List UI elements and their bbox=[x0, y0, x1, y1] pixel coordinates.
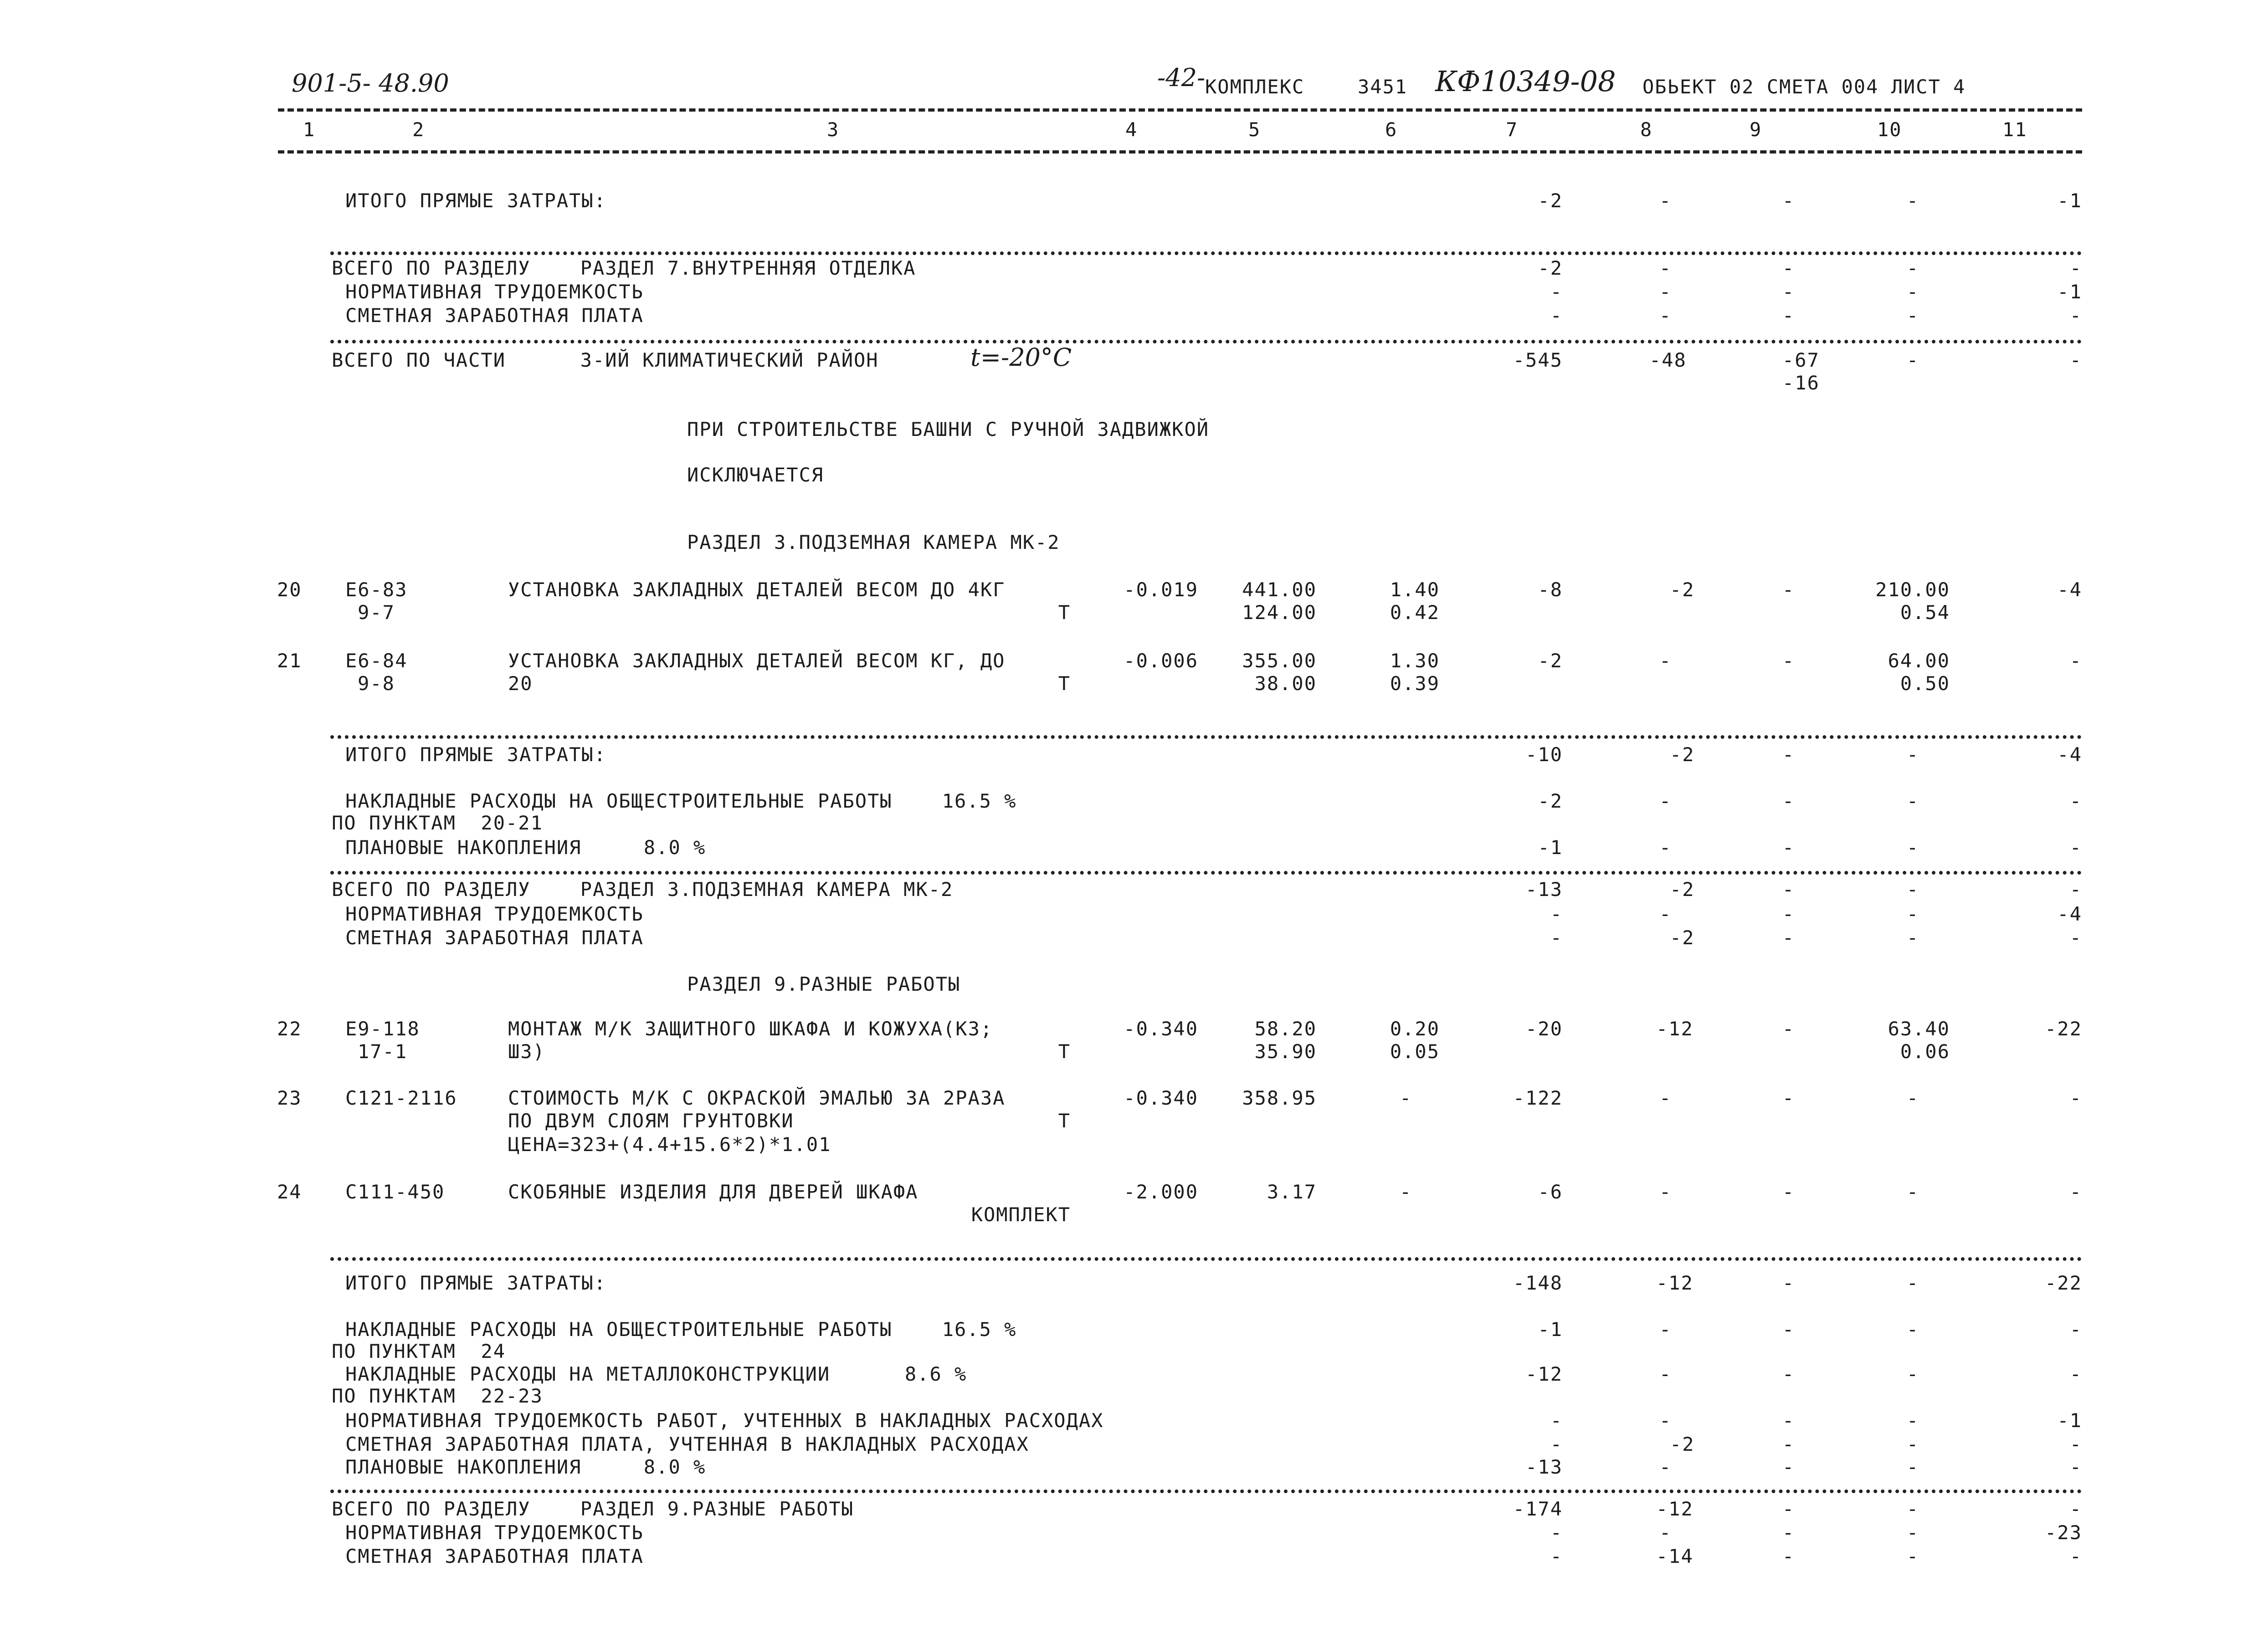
item-description: УСТАНОВКА ЗАКЛАДНЫХ ДЕТАЛЕЙ ВЕСОМ ДО 4КГ bbox=[508, 578, 1006, 601]
cell-c10-sub: 0.50 bbox=[1900, 672, 1950, 695]
cell-c8: -2 bbox=[1670, 578, 1695, 601]
cell-c11: - bbox=[2069, 1363, 2082, 1385]
cell-c7: -1 bbox=[1538, 1318, 1563, 1341]
cell-c7: -20 bbox=[1525, 1018, 1563, 1040]
cell-c8: - bbox=[1659, 836, 1672, 859]
col-10: 10 bbox=[1877, 118, 1902, 141]
col-1: 1 bbox=[303, 118, 316, 141]
dotted-separator bbox=[330, 340, 2082, 343]
cell-c11: - bbox=[2069, 926, 2082, 949]
item-unit: КОМПЛЕКТ bbox=[971, 1203, 1071, 1226]
cell-c10: - bbox=[1907, 1087, 1919, 1109]
cell-c7: -10 bbox=[1525, 743, 1563, 766]
cell-c9: - bbox=[1782, 836, 1795, 859]
item-c6: 1.40 bbox=[1390, 578, 1440, 601]
item-price: 358.95 bbox=[1242, 1087, 1317, 1109]
complex-label: КОМПЛЕКС bbox=[1205, 76, 1305, 98]
overhead-label: НАКЛАДНЫЕ РАСХОДЫ НА ОБЩЕСТРОИТЕЛЬНЫЕ РАБОТЫ 16.5 % bbox=[345, 1318, 1017, 1341]
cell-c11: -22 bbox=[2045, 1272, 2082, 1294]
item-price-wage: 124.00 bbox=[1242, 601, 1317, 624]
cell-c11: -1 bbox=[2057, 281, 2082, 303]
cell-c8: -12 bbox=[1656, 1498, 1693, 1520]
col-3: 3 bbox=[827, 118, 840, 141]
cell-c11: -1 bbox=[2057, 189, 2082, 212]
cell-c7: - bbox=[1550, 1433, 1563, 1455]
cell-c9: - bbox=[1782, 1087, 1795, 1109]
cell-c10: - bbox=[1907, 1318, 1919, 1341]
item-description-line2: Ш3) bbox=[508, 1040, 545, 1063]
cell-c10: - bbox=[1907, 1456, 1919, 1478]
cell-c11: - bbox=[2069, 1498, 2082, 1520]
cell-c11: - bbox=[2069, 349, 2082, 371]
cell-c7: - bbox=[1550, 926, 1563, 949]
object-sheet: ОБЬЕКТ 02 СМЕТА 004 ЛИСТ 4 bbox=[1642, 76, 1966, 98]
section-total-label: ВСЕГО ПО РАЗДЕЛУ РАЗДЕЛ 7.ВНУТРЕННЯЯ ОТДЕЛКА bbox=[332, 257, 916, 279]
cell-c9: - bbox=[1782, 1318, 1795, 1341]
item-description: УСТАНОВКА ЗАКЛАДНЫХ ДЕТАЛЕЙ ВЕСОМ КГ, ДО bbox=[508, 650, 1006, 672]
item-no: 21 bbox=[277, 650, 302, 672]
cell-c9-second: -16 bbox=[1782, 372, 1820, 394]
cell-c11: -4 bbox=[2057, 903, 2082, 925]
labor-label: НОРМАТИВНАЯ ТРУДОЕМКОСТЬ bbox=[345, 281, 644, 303]
cell-c9: - bbox=[1782, 650, 1795, 672]
cell-c7: -122 bbox=[1513, 1087, 1563, 1109]
col-8: 8 bbox=[1640, 118, 1653, 141]
cell-c8: -2 bbox=[1670, 743, 1695, 766]
dotted-separator bbox=[330, 251, 2082, 255]
cell-c11: -23 bbox=[2045, 1521, 2082, 1544]
cell-c10: - bbox=[1907, 349, 1919, 371]
item-code: Е6-83 bbox=[345, 578, 408, 601]
cell-c9: - bbox=[1782, 1181, 1795, 1203]
header-rule-bottom bbox=[278, 150, 2082, 154]
labor-label: НОРМАТИВНАЯ ТРУДОЕМКОСТЬ bbox=[345, 1521, 644, 1544]
item-price: 355.00 bbox=[1242, 650, 1317, 672]
item-no: 20 bbox=[277, 578, 302, 601]
cell-c9: - bbox=[1782, 743, 1795, 766]
cell-c8: -2 bbox=[1670, 1433, 1695, 1455]
cell-c10-sub: 0.06 bbox=[1900, 1040, 1950, 1063]
item-code-sub: 9-7 bbox=[358, 601, 395, 624]
cell-c9: - bbox=[1782, 189, 1795, 212]
col-4: 4 bbox=[1125, 118, 1138, 141]
cell-c8: - bbox=[1659, 1363, 1672, 1385]
cell-c11: - bbox=[2069, 257, 2082, 279]
cell-c8: - bbox=[1659, 1181, 1672, 1203]
col-7: 7 bbox=[1506, 118, 1519, 141]
cell-c10: - bbox=[1907, 281, 1919, 303]
cell-c9: - bbox=[1782, 1363, 1795, 1385]
item-c6-sub: 0.42 bbox=[1390, 601, 1440, 624]
cell-c8: - bbox=[1659, 1521, 1672, 1544]
item-unit: Т bbox=[1058, 1040, 1071, 1063]
item-c6: 1.30 bbox=[1390, 650, 1440, 672]
item-c6: - bbox=[1400, 1181, 1412, 1203]
cell-c9: - bbox=[1782, 304, 1795, 327]
cell-c11: - bbox=[2069, 1545, 2082, 1567]
header-rule-top bbox=[278, 108, 2082, 112]
dotted-separator bbox=[330, 871, 2082, 875]
item-code: С121-2116 bbox=[345, 1087, 457, 1109]
cell-c11: - bbox=[2069, 1433, 2082, 1455]
overhead-label: НАКЛАДНЫЕ РАСХОДЫ НА ОБЩЕСТРОИТЕЛЬНЫЕ РАБОТЫ 16.5 % bbox=[345, 790, 1017, 812]
cell-c8: - bbox=[1659, 1087, 1672, 1109]
cell-c10: - bbox=[1907, 189, 1919, 212]
cell-c8: - bbox=[1659, 257, 1672, 279]
cell-c8: -2 bbox=[1670, 926, 1695, 949]
metal-overhead-items: ПО ПУНКТАМ 22-23 bbox=[332, 1385, 543, 1407]
item-price: 58.20 bbox=[1254, 1018, 1317, 1040]
labor-label: НОРМАТИВНАЯ ТРУДОЕМКОСТЬ bbox=[345, 903, 644, 925]
cell-c8: - bbox=[1659, 903, 1672, 925]
cell-c8: -2 bbox=[1670, 878, 1695, 901]
cell-c7: -12 bbox=[1525, 1363, 1563, 1385]
part-total-label: ВСЕГО ПО ЧАСТИ 3-ИЙ КЛИМАТИЧЕСКИЙ РАЙОН bbox=[332, 349, 879, 371]
cell-c7: -148 bbox=[1513, 1272, 1563, 1294]
cell-c9: - bbox=[1782, 281, 1795, 303]
item-unit: Т bbox=[1058, 672, 1071, 695]
item-quantity: -0.006 bbox=[1124, 650, 1198, 672]
salary-label: СМЕТНАЯ ЗАРАБОТНАЯ ПЛАТА bbox=[345, 926, 644, 949]
item-code: С111-450 bbox=[345, 1181, 445, 1203]
item-price-formula: ЦЕНА=323+(4.4+15.6*2)*1.01 bbox=[508, 1133, 831, 1156]
item-quantity: -2.000 bbox=[1124, 1181, 1198, 1203]
cell-c7: -545 bbox=[1513, 349, 1563, 371]
metal-overhead-label: НАКЛАДНЫЕ РАСХОДЫ НА МЕТАЛЛОКОНСТРУКЦИИ 8.6 % bbox=[345, 1363, 967, 1385]
cell-c9: - bbox=[1782, 926, 1795, 949]
item-code: Е9-118 bbox=[345, 1018, 420, 1040]
cell-c7: -1 bbox=[1538, 836, 1563, 859]
cell-c10: 64.00 bbox=[1888, 650, 1950, 672]
salary-label: СМЕТНАЯ ЗАРАБОТНАЯ ПЛАТА bbox=[345, 304, 644, 327]
item-price-wage: 35.90 bbox=[1254, 1040, 1317, 1063]
cell-c7: -2 bbox=[1538, 189, 1563, 212]
cell-c9: - bbox=[1782, 578, 1795, 601]
item-description: МОНТАЖ М/К ЗАЩИТНОГО ШКАФА И КОЖУХА(К3; bbox=[508, 1018, 993, 1040]
savings-label: ПЛАНОВЫЕ НАКОПЛЕНИЯ 8.0 % bbox=[345, 1456, 706, 1478]
item-price: 3.17 bbox=[1267, 1181, 1317, 1203]
cell-c7: - bbox=[1550, 304, 1563, 327]
item-quantity: -0.340 bbox=[1124, 1087, 1198, 1109]
cell-c11: - bbox=[2069, 304, 2082, 327]
cell-c11: - bbox=[2069, 1318, 2082, 1341]
cell-c7: -2 bbox=[1538, 650, 1563, 672]
cell-c11: - bbox=[2069, 1181, 2082, 1203]
item-c6: - bbox=[1400, 1087, 1412, 1109]
kf-code: КФ10349-08 bbox=[1435, 65, 1616, 98]
cell-c8: -12 bbox=[1656, 1018, 1693, 1040]
item-unit: Т bbox=[1058, 601, 1071, 624]
cell-c8: - bbox=[1659, 1456, 1672, 1478]
cell-c10: - bbox=[1907, 1272, 1919, 1294]
item-c6-sub: 0.05 bbox=[1390, 1040, 1440, 1063]
cell-c10-sub: 0.54 bbox=[1900, 601, 1950, 624]
cell-c9: - bbox=[1782, 1409, 1795, 1432]
item-price: 441.00 bbox=[1242, 578, 1317, 601]
cell-c8: -48 bbox=[1649, 349, 1687, 371]
col-5: 5 bbox=[1248, 118, 1261, 141]
cell-c9: - bbox=[1782, 1545, 1795, 1567]
item-code-sub: 9-8 bbox=[358, 672, 395, 695]
cell-c9: - bbox=[1782, 790, 1795, 812]
cell-c9: - bbox=[1782, 903, 1795, 925]
item-unit: Т bbox=[1058, 1110, 1071, 1132]
item-c6-sub: 0.39 bbox=[1390, 672, 1440, 695]
cell-c9: - bbox=[1782, 1433, 1795, 1455]
cell-c10: - bbox=[1907, 1181, 1919, 1203]
cell-c8: - bbox=[1659, 304, 1672, 327]
note-line-1: ПРИ СТРОИТЕЛЬСТВЕ БАШНИ С РУЧНОЙ ЗАДВИЖКОЙ bbox=[687, 418, 1210, 440]
cell-c10: 210.00 bbox=[1875, 578, 1950, 601]
cell-c10: - bbox=[1907, 1409, 1919, 1432]
col-6: 6 bbox=[1385, 118, 1398, 141]
section-total-label: ВСЕГО ПО РАЗДЕЛУ РАЗДЕЛ 3.ПОДЗЕМНАЯ КАМЕРА МК-2 bbox=[332, 878, 954, 901]
overhead-items: ПО ПУНКТАМ 24 bbox=[332, 1340, 506, 1362]
cell-c10: - bbox=[1907, 903, 1919, 925]
dotted-separator bbox=[330, 735, 2082, 739]
cell-c7: -2 bbox=[1538, 790, 1563, 812]
cell-c7: -13 bbox=[1525, 878, 1563, 901]
cell-c8: - bbox=[1659, 281, 1672, 303]
col-11: 11 bbox=[2002, 118, 2027, 141]
overhead-items: ПО ПУНКТАМ 20-21 bbox=[332, 812, 543, 834]
cell-c8: - bbox=[1659, 650, 1672, 672]
note-line-2: ИСКЛЮЧАЕТСЯ bbox=[687, 464, 824, 486]
item-description: СКОБЯНЫЕ ИЗДЕЛИЯ ДЛЯ ДВЕРЕЙ ШКАФА bbox=[508, 1181, 918, 1203]
item-c6: 0.20 bbox=[1390, 1018, 1440, 1040]
cell-c8: -12 bbox=[1656, 1272, 1693, 1294]
page-number: -42- bbox=[1157, 63, 1206, 92]
item-price-wage: 38.00 bbox=[1254, 672, 1317, 695]
cell-c11: - bbox=[2069, 836, 2082, 859]
cell-c11: - bbox=[2069, 1456, 2082, 1478]
cell-c7: - bbox=[1550, 1409, 1563, 1432]
cell-c11: - bbox=[2069, 878, 2082, 901]
item-description: СТОИМОСТЬ М/К С ОКРАСКОЙ ЭМАЛЬЮ ЗА 2РАЗА bbox=[508, 1087, 1006, 1109]
cell-c10: - bbox=[1907, 257, 1919, 279]
cell-c8: - bbox=[1659, 189, 1672, 212]
cell-c11: -4 bbox=[2057, 578, 2082, 601]
item-no: 24 bbox=[277, 1181, 302, 1203]
cell-c9: -67 bbox=[1782, 349, 1820, 371]
item-code: Е6-84 bbox=[345, 650, 408, 672]
cell-c11: -4 bbox=[2057, 743, 2082, 766]
cell-c7: -6 bbox=[1538, 1181, 1563, 1203]
savings-label: ПЛАНОВЫЕ НАКОПЛЕНИЯ 8.0 % bbox=[345, 836, 706, 859]
col-2: 2 bbox=[412, 118, 425, 141]
item-quantity: -0.019 bbox=[1124, 578, 1198, 601]
cell-c11: - bbox=[2069, 650, 2082, 672]
complex-number: 3451 bbox=[1358, 76, 1408, 98]
cell-c7: - bbox=[1550, 281, 1563, 303]
handwritten-temperature: t=-20°C bbox=[970, 343, 1072, 372]
cell-c7: - bbox=[1550, 903, 1563, 925]
cell-c9: - bbox=[1782, 257, 1795, 279]
cell-c10: - bbox=[1907, 304, 1919, 327]
cell-c10: - bbox=[1907, 1363, 1919, 1385]
cell-c9: - bbox=[1782, 1456, 1795, 1478]
doc-code: 901-5- 48.90 bbox=[292, 69, 449, 97]
cell-c8: - bbox=[1659, 1409, 1672, 1432]
labor-overhead-label: НОРМАТИВНАЯ ТРУДОЕМКОСТЬ РАБОТ, УЧТЕННЫХ В НАКЛАДНЫХ РАСХОДАХ bbox=[345, 1409, 1104, 1432]
cell-c7: -2 bbox=[1538, 257, 1563, 279]
item-description-line2: 20 bbox=[508, 672, 533, 695]
dotted-separator bbox=[330, 1257, 2082, 1261]
cell-c11: - bbox=[2069, 790, 2082, 812]
item-code-sub: 17-1 bbox=[358, 1040, 408, 1063]
section-9-title: РАЗДЕЛ 9.РАЗНЫЕ РАБОТЫ bbox=[687, 973, 961, 995]
cell-c10: - bbox=[1907, 1545, 1919, 1567]
dotted-separator bbox=[330, 1490, 2082, 1493]
section-3-title: РАЗДЕЛ 3.ПОДЗЕМНАЯ КАМЕРА МК-2 bbox=[687, 531, 1060, 553]
cell-c10: - bbox=[1907, 743, 1919, 766]
cell-c8: - bbox=[1659, 790, 1672, 812]
item-no: 22 bbox=[277, 1018, 302, 1040]
section-total-label: ВСЕГО ПО РАЗДЕЛУ РАЗДЕЛ 9.РАЗНЫЕ РАБОТЫ bbox=[332, 1498, 854, 1520]
total-direct-label: ИТОГО ПРЯМЫЕ ЗАТРАТЫ: bbox=[345, 1272, 607, 1294]
cell-c9: - bbox=[1782, 1272, 1795, 1294]
cell-c7: -8 bbox=[1538, 578, 1563, 601]
cell-c10: - bbox=[1907, 836, 1919, 859]
item-no: 23 bbox=[277, 1087, 302, 1109]
cell-c10: - bbox=[1907, 790, 1919, 812]
cell-c7: -174 bbox=[1513, 1498, 1563, 1520]
item-description-line2: ПО ДВУМ СЛОЯМ ГРУНТОВКИ bbox=[508, 1110, 794, 1132]
cell-c7: - bbox=[1550, 1545, 1563, 1567]
col-9: 9 bbox=[1750, 118, 1762, 141]
item-quantity: -0.340 bbox=[1124, 1018, 1198, 1040]
cell-c8: -14 bbox=[1656, 1545, 1693, 1567]
cell-c9: - bbox=[1782, 878, 1795, 901]
cell-c10: - bbox=[1907, 1521, 1919, 1544]
cell-c11: -22 bbox=[2045, 1018, 2082, 1040]
cell-c9: - bbox=[1782, 1018, 1795, 1040]
cell-c11: -1 bbox=[2057, 1409, 2082, 1432]
salary-label: СМЕТНАЯ ЗАРАБОТНАЯ ПЛАТА bbox=[345, 1545, 644, 1567]
cell-c10: - bbox=[1907, 878, 1919, 901]
cell-c10: - bbox=[1907, 926, 1919, 949]
total-direct-label: ИТОГО ПРЯМЫЕ ЗАТРАТЫ: bbox=[345, 743, 607, 766]
cell-c10: 63.40 bbox=[1888, 1018, 1950, 1040]
cell-c9: - bbox=[1782, 1498, 1795, 1520]
cell-c7: - bbox=[1550, 1521, 1563, 1544]
salary-overhead-label: СМЕТНАЯ ЗАРАБОТНАЯ ПЛАТА, УЧТЕННАЯ В НАКЛАДНЫХ РАСХОДАХ bbox=[345, 1433, 1029, 1455]
cell-c7: -13 bbox=[1525, 1456, 1563, 1478]
total-direct-label: ИТОГО ПРЯМЫЕ ЗАТРАТЫ: bbox=[345, 189, 607, 212]
cell-c9: - bbox=[1782, 1521, 1795, 1544]
cell-c10: - bbox=[1907, 1433, 1919, 1455]
cell-c11: - bbox=[2069, 1087, 2082, 1109]
cell-c8: - bbox=[1659, 1318, 1672, 1341]
cell-c10: - bbox=[1907, 1498, 1919, 1520]
